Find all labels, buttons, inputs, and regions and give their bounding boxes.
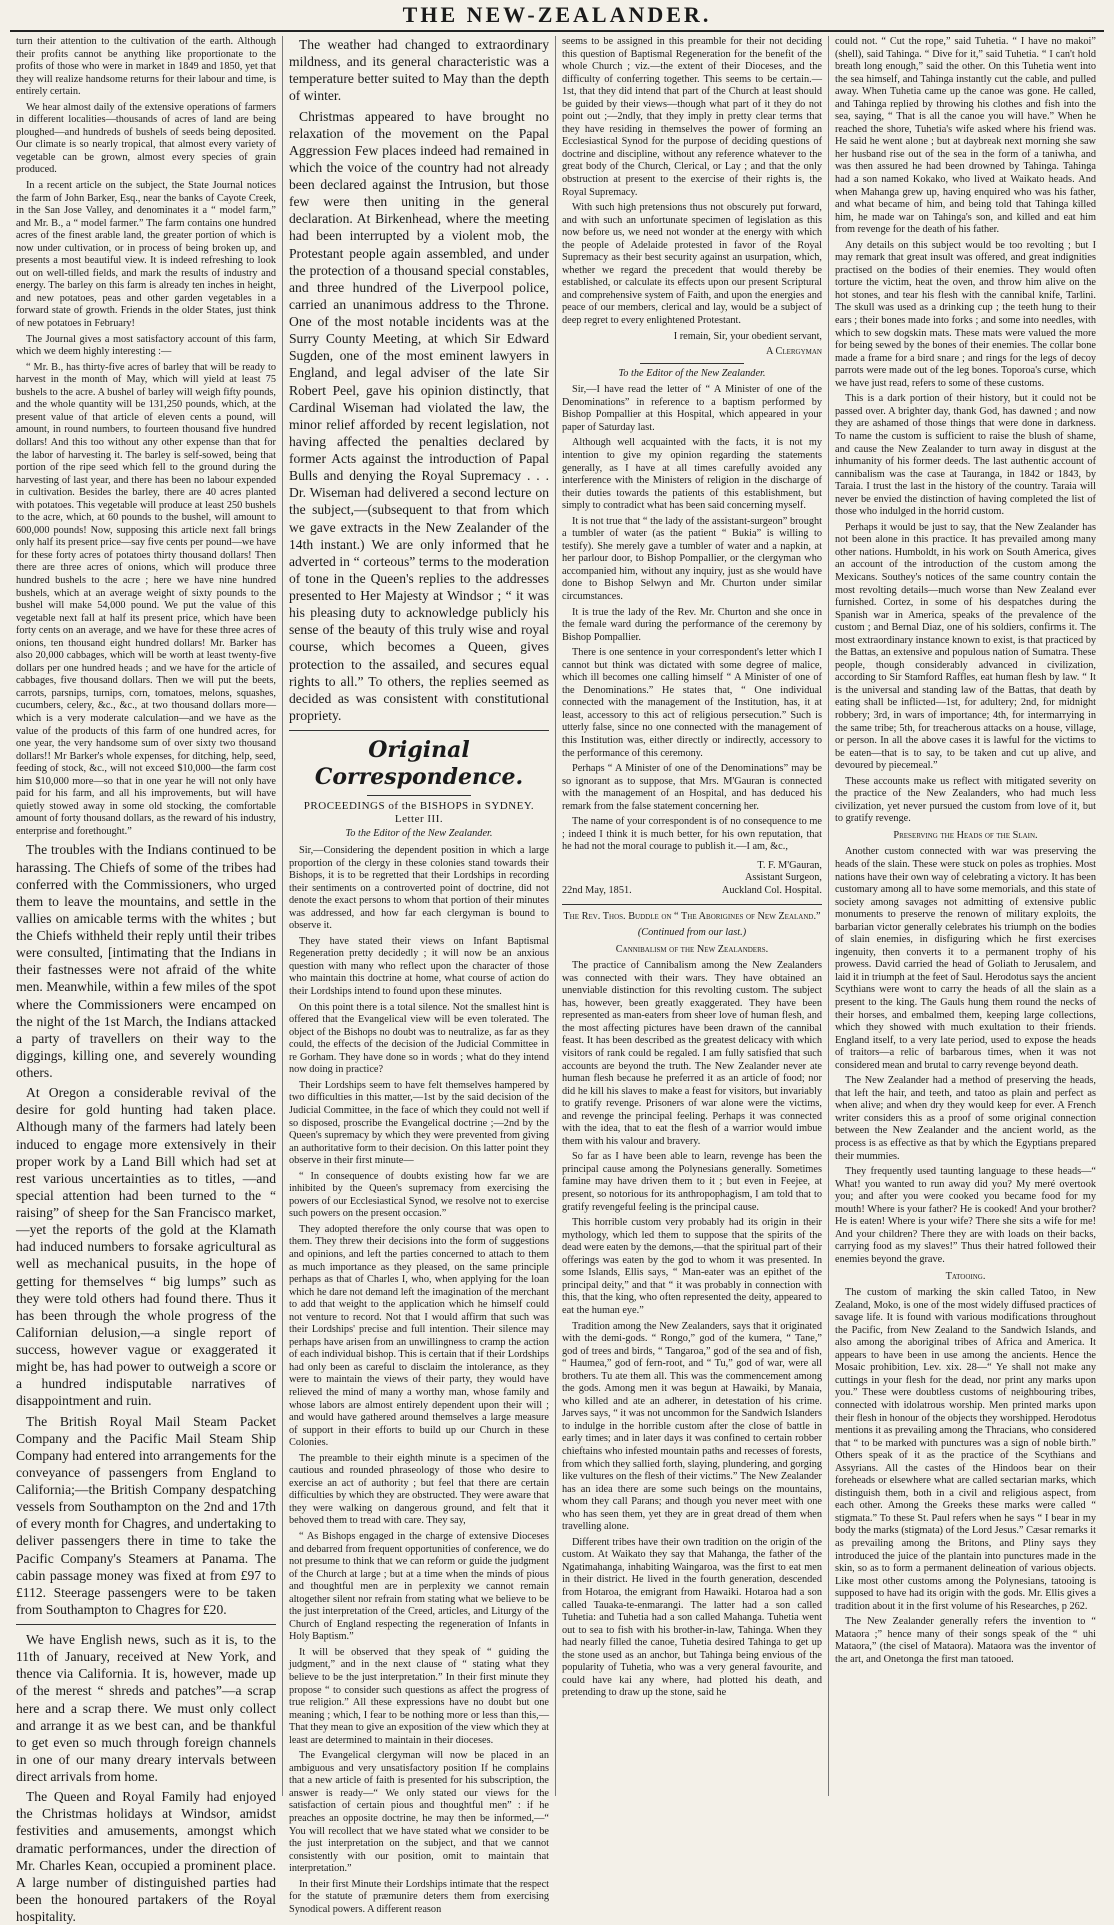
col1-para: turn their attention to the cultivation of the earth. Although their profits cannot be anything like proportionate to the profits of those who were in market in 1849 and 1850, yet that they will realize handsome returns for their labour and time, is entirely certain. — [16, 36, 276, 98]
signoff-line: I remain, Sir, your obedient servant, — [673, 330, 822, 342]
col2-para: The weather had changed to extraordinary mildness, and its general characteristic was a temperature better suited to May than the depth of winter. — [289, 37, 549, 104]
divider — [640, 363, 744, 364]
col3-para: This horrible custom very probably had its origin in their mythology, which led them to suppose that the spirits of the dead were eaten by the demons,—that the spiritual part of their offerings was eaten by the god to whom it was presented. In some Islands, Ellis says, “ Man-eater was an epithet of the principal deity,” and that “ it was probably in connection with this, that the king, who often represented the deity, appeared to eat the human eye.” — [562, 1217, 822, 1316]
col4-para: could not. “ Cut the rope,” said Tuhetia. “ I have no makoi” (shell), said Tahinga. “ Dive for it,” said Tuhetia. “ I can't hold breath long enough,” said the other. On this Tuhetia went into the sea himself, and Tahinga instantly cut the cable, and pulled away. When Tuhetia came up the canoe was gone. He called, and Tahinga replied by throwing his clothes and fish into the sea, saying, “ That is all the canoe you will have.” When he reached the shore, Tuhetia's wife asked where his friend was. He said he went alone ; but at daybreak next morning she saw her husband rise out of the sea in the form of a taniwha, and was then assured he had been drowned by Tahinga. Tahinga had a son named Kokako, who lived at Waikato heads. And when Mahanga grew up, having enquired who was his father, and what became of him, and being told that Tahinga killed him, he made war on Tahinga's son, and killed and eat him from revenge for the death of his father. — [835, 36, 1096, 236]
col4-para: The custom of marking the skin called Tatoo, in New Zealand, Moko, is one of the most widely diffused practices of savage life. It is found with various modifications throughout the Pacific, from New Zealand to the Sandwich Islands, and also among the aboriginal tribes of Africa and America. It appears to have been in use among the ancients. Hence the Mosaic prohibition, Lev. xix. 28—“ Ye shall not make any cuttings in your flesh for the dead, nor print any marks upon you.” These were doubtless customs of neighbouring tribes, connected with idolatrous worship. Men printed marks upon their flesh in honour of the objects they worshipped. Herodotus mentions it as prevailing among the Thracians, who considered that “ to be marked with punctures was a sign of noble birth.” Others speak of it as the practice of the Scythians and Assyrians. All the castes of the Hindoos bear on their foreheads or elsewhere what are called sectarian marks, which distinguish them, both in a civil and religious aspect, from each other. Among the Greeks these marks were called “ stigmata.” To these St. Paul refers when he says “ I bear in my body the marks (stigmata) of the Lord Jesus.” Cæsar remarks it as prevailing among the Britons, and Pliny says they introduced the juice of the plantain into punctures made in the skin, so as to form a permanent delineation of various objects. Like most other customs among the Polynesians, tatooing is supposed to have had its origin with the gods. Mr. Ellis gives a tradition about it in the first volume of his Researches, p 262. — [835, 1287, 1096, 1612]
article-addressee: To the Editor of the New Zealander. — [345, 828, 493, 840]
divider — [562, 904, 822, 905]
section-subheading: Preserving the Heads of the Slain. — [893, 829, 1038, 841]
col1-para: In a recent article on the subject, the State Journal notices the farm of John Barker, Esq., near the banks of Cayote Creek, in the San Jose Valley, and denominates it a “ model farm,” and Mr. B., a “ model farmer.” The farm contains one hundred acres of the finest arable land, the greater portion of which is now under cultivation, or in process of being broken up, and presents a most beautiful view. It is indeed refreshing to look out on well-tilled fields, and mark the results of industry and energy. The barley on this farm is already ten inches in height, and new potatoes, peas and other garden vegetables in a forward state of growth. Friends in the older States, just think of new potatoes in February! — [16, 180, 276, 330]
divider — [16, 1624, 276, 1625]
col1-para: We have English news, such as it is, to the 11th of January, received at New York, and thence via California. It is, however, made up of the merest “ shreds and patches”—a scrap here and a scrap there. We must only collect and arrange it as we best can, and be thankful to get even so much through foreign channels in one of our many dreary intervals between direct arrivals from home. — [16, 1632, 276, 1785]
signature-title: Assistant Surgeon, — [744, 872, 822, 884]
col2-para: Sir,—Considering the dependent position in which a large proportion of the clergy in these colonies stand towards their Bishops, it is to be regretted that their Lordships in recording their sentiments on a controverted point of doctrine, did not denote the exact persons to whom that portion of their minutes was addressed, and how far each clergyman is bound to observe it. — [289, 845, 549, 932]
col4-para: Perhaps it would be just to say, that the New Zealander has not been alone in this practice. It has prevailed among many other nations. Humboldt, in his work on South America, gives an account of the introduction of the custom among the Mexicans. Southey's notices of the same country contain the most revolting details—much worse than New Zealand ever furnished. Cortez, in some of his despatches during the Spanish war in America, speaks of the prevalence of the custom ; and Bernal Diaz, one of his soldiers, confirms it. The most extraordinary instance known to exist, is that practiced by the Battas, an extensive and populous nation of Sumatra. These people, though considerably advanced in civilization, according to Sir Stamford Raffles, eat human flesh by law. “ It is the universal and standing law of the Battas, that death by eating shall be inflicted—1st, for adultery; 2nd, for midnight robbery; 3rd, in wars of importance; 4th, for intermarrying in the same tribe; 5th, for treacherous attacks on a house, village, or person. In all the above cases it is lawful for the victims to be eaten—that is to say, to be taken and cut up alive, and devoured by piecemeal.” — [835, 521, 1096, 772]
signature-name: T. F. M'Gauran, — [757, 859, 822, 871]
section-subheading: Tatooing. — [945, 1270, 986, 1282]
col4-para: The New Zealander had a method of preserving the heads, that left the hair, and teeth, and tatoo as plain and perfect as when alive; and when dry they would keep for ever. A French writer considers this as a proof of some original connection between the New Zealander and the ancient world, as the process is as effective as that by which the Egyptians prepared their mummies. — [835, 1075, 1096, 1162]
article-heading: The Rev. Thos. Buddle on “ The Aborigines of New Zealand.” — [563, 910, 821, 922]
col1-para: The Queen and Royal Family had enjoyed the Christmas holidays at Windsor, amidst festivities and amusements, amongst which dramatic performances, under the direction of Mr. Charles Kean, occupied a prominent place. A large number of distinguished parties had been the honoured partakers of the Royal hospitality. — [16, 1789, 276, 1925]
signature-place: Auckland Col. Hospital. — [721, 885, 822, 896]
column-4 — [829, 36, 1102, 1796]
article-heading: PROCEEDINGS of the BISHOPS in SYDNEY. Letter III. — [303, 799, 535, 826]
signature: A Clergyman — [766, 346, 822, 358]
col3-para: Perhaps “ A Minister of one of the Denominations” may be so ignorant as to suppose, that Mrs. M'Gauran is connected with the management of an Hospital, and has deduced his remark from the false statement concerning her. — [562, 763, 822, 812]
col3-para: seems to be assigned in this preamble for their not deciding this question of Baptismal Regeneration for the benefit of the whole Church ; viz.—the extent of their Dioceses, and the difficulty of conferring together. This seems to be certain.—1st, that they did intend that part of the Church at least should be guided by their views—though what part of it they do not point out ;—2ndly, that they imply in pretty clear terms that they have residing in themselves the power of forming an Ecclesiastical Synod for the purpose of deciding questions of doctrine and discipline, without any reference whatever to the great body of the Church, Clerical, or Lay ; and that the only obstruction at present to the exercise of their rights is, the Royal Supremacy. — [562, 36, 822, 198]
columns — [10, 36, 1104, 1925]
col1-para: “ Mr. B., has thirty-five acres of barley that will be ready to harvest in the month of May, which will yield at least 75 bushels to the acre. A bushel of barley will weigh fifty pounds, and the whole quantity will be 131,250 pounds, which, at the present value of that article of eleven cents a pound, will amount, in round numbers, to fourteen thousand five hundred dollars! And this too without any other expense than that for the labor of harvesting it. The barley is self-sowed, being that portion of the ripe seed which fell to the ground during the harvesting of last year, and there has been no labour expended in cultivation. Besides the barley, there are 40 acres planted with potatoes. This vegetable will produce at least 250 bushels to the acre, which, at 60 pounds to the bushel, will amount to 600,000 pounds! Now, supposing this article next fall brings only half its present price—say five cents per pound—we have for these forty acres of potatoes thirty thousand dollars! Then there are three acres of onions, which will produce three hundred bushels to the acre ; here we have nine hundred bushels, which at an average weight of sixty pounds to the bushel will make 54,000 pound. We put the value of this vegetable next fall at half its present price, which have been forty cents on an average, and we have for these three acres of onions, ten thousand eight hundred dollars! Mr. Barker has also 20,000 cabbages, which will be worth at least twenty-five dollars per one hundred heads ; and we have for the article of cabbages, five thousand dollars. Then we will put the beets, carrots, parsnips, turnips, corn, tomatoes, melons, squashes, cucumbers, celery, &c., &c., at two thousand dollars more—which is a very moderate calculation—and we have as the value of the products of this farm of one hundred acres, for one year, the very handsome sum of over sixty two thousand dollars!! Mr Barker's whole expenses, for ditching, help, seed, feeding of stock, &c., will not exceed $10,000—the farm cost him $10,000 more—so that in one year he will not only have paid for his farm, and all his improvements, but will have quietly stowed away in some old stocking, the comfortable amount of forty thousand dollars, as the reward of his industry, enterprise and forethought.” — [16, 361, 276, 837]
article-addressee: To the Editor of the New Zealander. — [618, 367, 766, 379]
col3-para: It is true the lady of the Rev. Mr. Churton and she once in the female ward during the performance of the ceremony by Bishop Pompallier. — [562, 606, 822, 643]
divider — [289, 730, 549, 731]
col2-para: “ In consequence of doubts existing how far we are inhibited by the Queen's supremacy from exercising the powers of our Ecclesiastical Synod, we resolve not to exercise such powers on the present occasion.” — [289, 1170, 549, 1220]
col2-para: They adopted therefore the only course that was open to them. They threw their decisions into the form of suggestions and opinions, and left the parties concerned to attach to them as much importance as they pleased, on the same principle perhaps as that of Charles I, who, when applying for the loan which he dare not demand left the imagination of the merchant to add that weight to the application which he himself could not venture to record. Not that I would affirm that such was their Lordships' precise and full intention. Their silence may perhaps have arisen from an unwillingness to cramp the action of each individual bishop. This is certain that if their Lordships had only been as careful to disclaim the intolerance, as they were to maintain the views of their party, they would have relieved the mind of many a worthy man, whose family and whose labors are almost entirely dependent upon their will ; and would have gathered around themselves a large measure of support in their efforts to build up our Church in these Colonies. — [289, 1223, 549, 1449]
col1-para: We hear almost daily of the extensive operations of farmers in different localities—thousands of acres of land are being ploughed—and hundreds of bushels of seeds being deposited. Our climate is so nearly tropical, that almost every variety of vegetable can be grown, almost every species of grain produced. — [16, 101, 276, 176]
col3-para: So far as I have been able to learn, revenge has been the principal cause among the Polynesians generally. Sometimes famine may have driven them to it ; but even in Feejee, at present, so notorious for its anthropophagism, I am told that to gratify revengeful feeling is the principal cause. — [562, 1151, 822, 1213]
col1-large-text — [16, 841, 276, 1925]
col2-para: The preamble to their eighth minute is a specimen of the cautious and rounded phraseology of those who desire to exercise an act of authority ; but feel that there are certain difficulties by which they are obstructed. They were aware that they were walking on dangerous ground, and felt that it behoved them to tread with care. They say, — [289, 1452, 549, 1527]
col2-para: Their Lordships seem to have felt themselves hampered by two difficulties in this matter,—1st by the said decision of the Judicial Committee, in the face of which they could not well if so disposed, proscribe the Evangelical doctrine ;—2nd by the Queen's supremacy by which they were prevented from giving an authoritative form to their decision. On this latter point they observe in their first minute— — [289, 1079, 549, 1167]
signature-details — [722, 860, 822, 898]
masthead: THE NEW-ZEALANDER. — [10, 0, 1104, 32]
col4-para: These accounts make us reflect with mitigated severity on the practice of the New Zealanders, who had much less civilization, yet never pursued the custom from love of it, but to gratify revenge. — [835, 775, 1096, 825]
col1-para: The troubles with the Indians continued to be harassing. The Chiefs of some of the tribes had conferred with the Commissioners, who urged them to leave the mountains, and settle in the vallies on amicable terms with the whites ; but the Chiefs withheld their reply until their tribes were consulted, [intimating that the Indians in their fastnesses were not afraid of the white men. Meanwhile, within a few miles of the spot where the Commissioners were encamped on the night of the 1st March, the Indians attacked a party of travellers on their way to the diggings, killing one, and severely wounding others. — [16, 842, 276, 1081]
col3-para: Although well acquainted with the facts, it is not my intention to give my opinion regarding the statements generally, as I have at all times carefully avoided any interference with the Ministers of religion in the discharge of their duties towards the patients of this establishment, but simply to contradict what has been said concerning myself. — [562, 437, 822, 512]
col4-para: This is a dark portion of their history, but it could not be passed over. A brighter day, thank God, has dawned ; and now they are ashamed of those things that were done in darkness. To name the custom is sufficient to raise the blush of shame, and cause the New Zealander to turn away in disgust at the inhumanity of his former deeds. The last authentic account of cannibalism was the case at Tauranga, in 1842 or 1843, by Taraia. I trust the last in the history of the country. Taraia will never be envied the distinction of having completed the list of those who indulged in the horrid custom. — [835, 393, 1096, 518]
col3-para: There is one sentence in your correspondent's letter which I cannot but think was dictated with some degree of malice, which ill becomes one calling himself “ A Minister of one of the Denominations.” He states that, “ One individual connected with the management of the Institution, has, it at least, accessory to this act of religious persecution.” Such is utterly false, since no one connected with the management of this Institution was, either directly or indirectly, accessory to the performance of this ceremony. — [562, 647, 822, 759]
col3-para: Different tribes have their own tradition on the origin of the custom. At Waikato they say that Mahanga, the father of the Ngatimahanga, inhabiting Waingaroa, was the first to eat men in their district. He lived in the fourth generation, descended from Hotaroa, the emigrant from Hawaiki. Hotaroa had a son called Tauaka-te-enmarangi. The latter had a son called Tuhetia: and Tuhetia had a son called Mahanga. Tuhetia went out to sea to fish with his brother-in-law, Tahinga. When they had nearly filled the canoe, Tuhetia desired Tahinga to get up the stone used as an anchor, but Tahinga being envious of the popularity of Tuhetia, who was a very general favourite, and could have kai any where, had plotted his death, and pretending to draw up the stone, said he — [562, 1536, 822, 1699]
col1-para: The Journal gives a most satisfactory account of this farm, which we deem highly interesting :— — [16, 333, 276, 358]
col3-para: Tradition among the New Zealanders, says that it originated with the demi-gods. “ Rongo,” god of the kumera, “ Tane,” god of trees and birds, “ Tangaroa,” god of the sea and of fish, “ Haumea,” god of fern-root, and “ Tu,” god of war, were all brothers. Tu ate them all. This was the commencement among the gods. Among men it was begun at Hawaiki, by Manaia, who killed and ate an adherer, in detestation of his crime. Jarves says, “ it was not uncommon for the Sandwich Islanders to indulge in the horrible custom after the close of battle in early times; and in later days it was confined to certain robber chieftains who infested mountain paths and recesses of forests, from which they sallied forth, slaying, plundering, and gorging like vultures on the flesh of their victims.” The New Zealander has an idea there are some such beings on the mountains, whom they call Parans; and though you never meet with one who has seen them, yet they are in great dread of them when travelling alone. — [562, 1320, 822, 1533]
column-1 — [10, 36, 283, 1925]
col2-para: They have stated their views on Infant Baptismal Regeneration pretty decidedly ; it will now be an anxious question with many who reflect upon the character of those who maintain this doctrine at home, what course of action do their Lordships intend to found upon these minutes. — [289, 935, 549, 998]
col4-para: The New Zealander generally refers the invention to “ Mataora ;” hence many of their songs speak of the “ uhi Mataora,” (the cisel of Mataora). Mataora was the inventor of the art, and Onetonga the first man tatooed. — [835, 1616, 1096, 1665]
col4-para: Any details on this subject would be too revolting ; but I may remark that great insult was offered, and great indignities practised on the bodies of their enemies. They would often torture the victim, heat the oven, and throw him alive on the hot stones, and tear his flesh with the cannibal knife, Tarlini. The skull was used as a drinking cup ; the teeth hung to their ears ; their bones made into forks ; and some into needles, with which to sew dogskin mats. These mats were valued the more for being sewed by the bones of their enemies. The collar bone made a frame for a bird snare ; and rings for the legs of decoy parrots were made out of the leg bones. Toporoa's curse, which we have just read, refers to some of these customs. — [835, 239, 1096, 389]
letter-date: 22nd May, 1851. — [562, 885, 632, 896]
col4-para: They frequently used taunting language to these heads—“ What! you wanted to run away did you? My meré overtook you; and after you were cooked you became food for my mouth! Where is your father? He is cooked! And your brother? He is eaten! Where is your wife? There she sits a wife for me! And your children? There they are with loads on their backs, carrying food as my slaves!” Thus their hatred followed their enemies beyond the grave. — [835, 1166, 1096, 1265]
col2-para: The Evangelical clergyman will now be placed in an ambiguous and very unsatisfactory position If he complains that a new article of faith is presented for his subscription, the answer is ready—“ We only stated our views for the satisfaction of certain pious and thoughtful men” : if he preaches an opposite doctrine, he may then be informed,—“ You will recollect that we have stated what we consider to be the just interpretation on the subject, and that we cannot consistently with our position, omit to maintain that interpretation.” — [289, 1750, 549, 1875]
col3-para: It is not true that “ the lady of the assistant-surgeon” brought a tumbler of water (as the patient “ Bukia” is willing to testify). She merely gave a tumbler of water and a napkin, at her parlour door, to Bishop Pompallier, or the clergyman who accompanied him, without any inquiry, just as she would have done to Bishop Selwyn and Mr. Churton under similar circumstances. — [562, 515, 822, 602]
col3-para: The name of your correspondent is of no consequence to me ; indeed I think it is much better, for his own reputation, that he had not the moral courage to publish it.—I am, &c., — [562, 816, 822, 853]
article-subheading: Cannibalism of the New Zealanders. — [615, 943, 769, 955]
col1-para: The British Royal Mail Steam Packet Company and the Pacific Mail Steam Ship Company had entered into arrangements for the conveyance of passengers from England to California;—the British Company despatching vessels from Southampton on the 2nd and 17th of every month for Chagres, and undertaking to deliver passengers there in time to take the Pacific Company's Steamers at Panama. The cabin passage money was fixed at from £97 to £112. Steerage passengers were to be taken from Southampton to Chagres for £20. — [16, 1413, 276, 1617]
continued-note: (Continued from our last.) — [637, 927, 747, 939]
divider — [367, 795, 471, 796]
column-2 — [283, 36, 556, 1915]
col3-para: The practice of Cannibalism among the New Zealanders was connected with their wars. They have obtained an unenviable distinction for this revolting custom. The subject has, however, been greatly exaggerated. They have been represented as man-eaters from sheer love of human flesh, and the most affecting pictures have been drawn of the cannibal feast. It has been described as the greatest delicacy with which visitors of rank could be regaled. I am fully satisfied that such accounts are beyond the truth. The New Zealander never ate human flesh because he preferred it as an article of food; nor did he kill his slaves to make a feast for visitors, but invariably to gratify revenge. Prisoners of war alone were the victims, and revenge the principal feeling. Perhaps it was connected with the idea, that to eat the flesh of a warrior would imbue them with his valour and bravery. — [562, 960, 822, 1147]
col3-para: With such high pretensions thus not obscurely put forward, and with such an unfortunate specimen of legislation as this now before us, we need not wonder at the energy with which the people of Adelaide protested in favor of the Royal Supremacy as their best security against an usurpation, which, whether we regard the precedent that would thereby be established, or calculate its effects upon our present Scriptural and comprehensive system of Faith, and upon the energies and peace of our members, clerical and lay, would be a subject of deep regret to every enlightened Protestant. — [562, 202, 822, 327]
signature-block — [562, 860, 822, 898]
col2-para: In their first Minute their Lordships intimate that the respect for the statute of præmunire deters them from exercising Synodical powers. A different reason — [289, 1878, 549, 1915]
col1-para: At Oregon a considerable revival of the desire for gold hunting had taken place. Although many of the farmers had lately been induced to engage more extensively in their proper work by a Land Bill which had set at rest various uncertainties as to titles, —and special attention had been turned to the “ raising” of sheep for the San Francisco market, —yet the reports of the gold at the Klamath had induced numbers to forsake agricultural as well as mechanical pusuits, in the hope of getting for themselves “ big lumps” such as they were told others had found there. Thus it has been through the whole progress of the Californian delusion,—a single report of success, however vague or exaggerated it might be, has had power to outweigh a score or a hundred indisputable narratives of disappointment and ruin. — [16, 1085, 276, 1409]
section-heading: Original Correspondence. — [314, 737, 524, 790]
col3-para: Sir,—I have read the letter of “ A Minister of one of the Denominations” in reference to a baptism performed by Bishop Pompallier at this Hospital, which appeared in your paper of Saturday last. — [562, 384, 822, 433]
col2-large-text — [289, 36, 549, 724]
col2-para: It will be observed that they speak of “ guiding the judgment,” and in the next clause of “ stating what they believe to be the just interpretation.” In their first minute they propose “ to consider such questions as affect the progress of true religion.” All these expressions have no doubt but one meaning ; which, I fear to be nothing more or less than this,—That they mean to give an exposition of the view which they at least are determined to maintain in their dioceses. — [289, 1646, 549, 1746]
column-3 — [556, 36, 829, 1796]
col2-para: On this point there is a total silence. Not the smallest hint is offered that the Evangelical view will be even tolerated. The object of the Bishops no doubt was to neutralize, as far as they could, the effects of the decision of the Judicial Committee in re Gorham. They have done so in words ; what do they intend now doing in practice? — [289, 1001, 549, 1076]
col2-para: Christmas appeared to have brought no relaxation of the movement on the Papal Aggression Few places indeed had remained in which the voice of the country had not already been declared against the Intrusion, but those few were then uniting in the general declaration. At Birkenhead, where the meeting had been interrupted by a violent mob, the Protestant people again assembled, and under the protection of a thousand special constables, and three hundred of the Liverpool police, carried an unanimous address to the Throne. One of the most notable incidents was at the Surry County Meeting, at which Sir Edward Sugden, one of the most eminent lawyers in England, and legal adviser of the late Sir Robert Peel, gave his opinion distinctly, that Cardinal Wiseman had violated the law, the minor relief afforded by recent legislation, not having affected the penalties declared by former Acts against the introduction of Papal Bulls and denying the Royal Supremacy . . . Dr. Wiseman had delivered a second lecture on the subject,—(subsequent to that from which we gave extracts in the New Zealander of the 14th instant.) We are only informed that he adverted in “ corteous” terms to the moderation of tone in the Queen's replies to the addresses presented to Her Majesty at Windsor ; “ it was his pleasing duty to acknowledge publicly his sense of the beauty of this truly wise and royal course, which becomes a Queen, gives protection to the assailed, and secures equal rights to all.” To others, the replies seemed as decided as was consistent with constitutional propriety. — [289, 108, 549, 723]
col2-para: “ As Bishops engaged in the charge of extensive Dioceses and debarred from frequent opportunities of conference, we do not presume to think that we can reform or guide the judgment of the Church at large ; but at a time when the minds of pious and thoughtful men are in perplexity we cannot remain altogether silent nor refrain from stating what we believe to be the just interpretation of the Creed, articles, and Liturgy of the Church of England respecting the regeneration of Infants in Holy Baptism.” — [289, 1531, 549, 1643]
col4-para: Another custom connected with war was preserving the heads of the slain. These were stuck on poles as trophies. Most nations have their own way of celebrating a victory. It has been customary among all to have some memorials, and this state of society among savages not admitting of extensive public monuments to preserve the renown of military exploits, the barbarian victor generally celebrates his triumph on the bodies of slain enemies, in disfiguring which he first exercises ingenuity, then converts it to a permanent trophy of his prowess. David carried the head of Goliath to Jerusalem, and laid it in triumph at the feet of Saul. Herodotus says the ancient Scythians were wont to carry the heads of all the slain as a present to the king. The Gauls hung them round the necks of their horses, and embalmed them, keeping large collections, which they showed with much exultation to their friends. England itself, to a very late period, used to expose the heads of traitors—a relic of barbarous times, when it was not considered mean and brutal to carry revenge beyond death. — [835, 846, 1096, 1071]
